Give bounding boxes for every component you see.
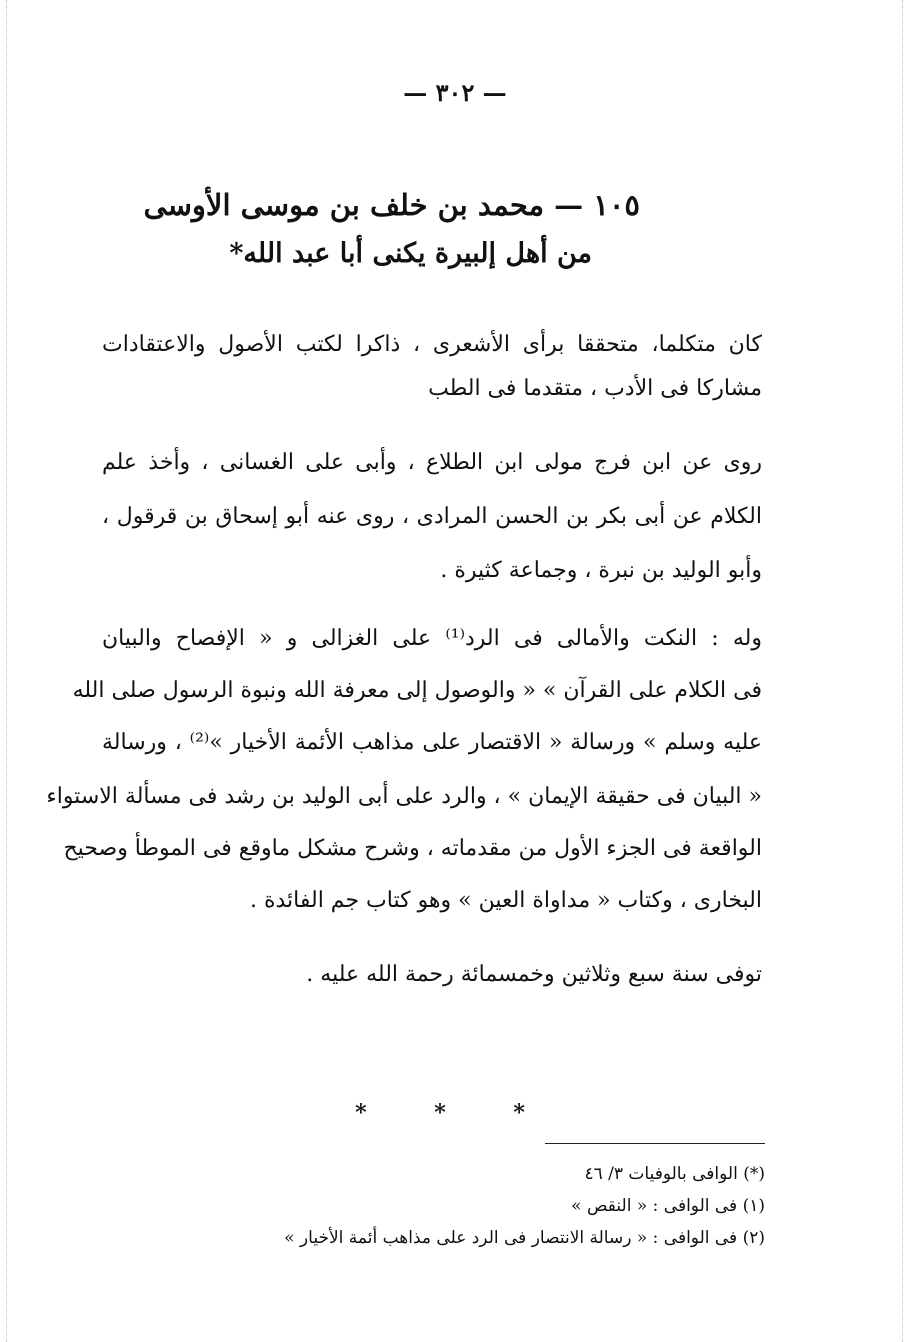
body-line: كان متكلما، متحققا برأى الأشعرى ، ذاكرا لكتب الأصول والاعتقادات (102, 332, 762, 357)
page-edge-left (6, 0, 7, 1342)
body-line: مشاركا فى الأدب ، متقدما فى الطب (428, 376, 762, 401)
entry-title: ١٠٥ — محمد بن خلف بن موسى الأوسى (143, 188, 640, 222)
body-line: توفى سنة سبع وثلاثين وخمسمائة رحمة الله عليه . (306, 962, 762, 987)
body-line: « البيان فى حقيقة الإيمان » ، والرد على أبى الوليد بن رشد فى مسألة الاستواء (46, 784, 762, 809)
page-number: — ٣٠٢ — (403, 78, 507, 107)
body-line: وله : النكت والأمالى فى الرد⁽¹⁾ على الغزالى و « الإفصاح والبيان (102, 626, 762, 651)
entry-subtitle: من أهل إلبيرة يكنى أبا عبد الله* (229, 238, 592, 269)
body-line: عليه وسلم » ورسالة « الاقتصار على مذاهب الأئمة الأخيار »⁽²⁾ ، ورسالة (102, 730, 763, 755)
body-line: روى عن ابن فرج مولى ابن الطلاع ، وأبى على الغسانى ، وأخذ علم (102, 450, 762, 475)
section-separator: * * * (355, 1100, 555, 1126)
footnote: (*) الوافى بالوفيات ٣/ ٤٦ (584, 1164, 765, 1184)
body-line: وأبو الوليد بن نبرة ، وجماعة كثيرة . (440, 558, 762, 583)
body-line: البخارى ، وكتاب « مداواة العين » وهو كتاب جم الفائدة . (249, 888, 762, 913)
body-line: الكلام عن أبى بكر بن الحسن المرادى ، روى عنه أبو إسحاق بن قرقول ، (102, 504, 762, 529)
body-line: الواقعة فى الجزء الأول من مقدماته ، وشرح مشكل ماوقع فى الموطأ وصحيح (63, 836, 762, 861)
footnote-rule (545, 1143, 765, 1144)
footnote: (١) فى الوافى : « النقص » (571, 1196, 765, 1216)
page-edge-right (902, 0, 903, 1342)
footnote: (٢) فى الوافى : « رسالة الانتصار فى الرد على مذاهب أئمة الأخيار » (284, 1228, 765, 1248)
body-line: فى الكلام على القرآن » « والوصول إلى معرفة الله ونبوة الرسول صلى الله (72, 678, 762, 703)
